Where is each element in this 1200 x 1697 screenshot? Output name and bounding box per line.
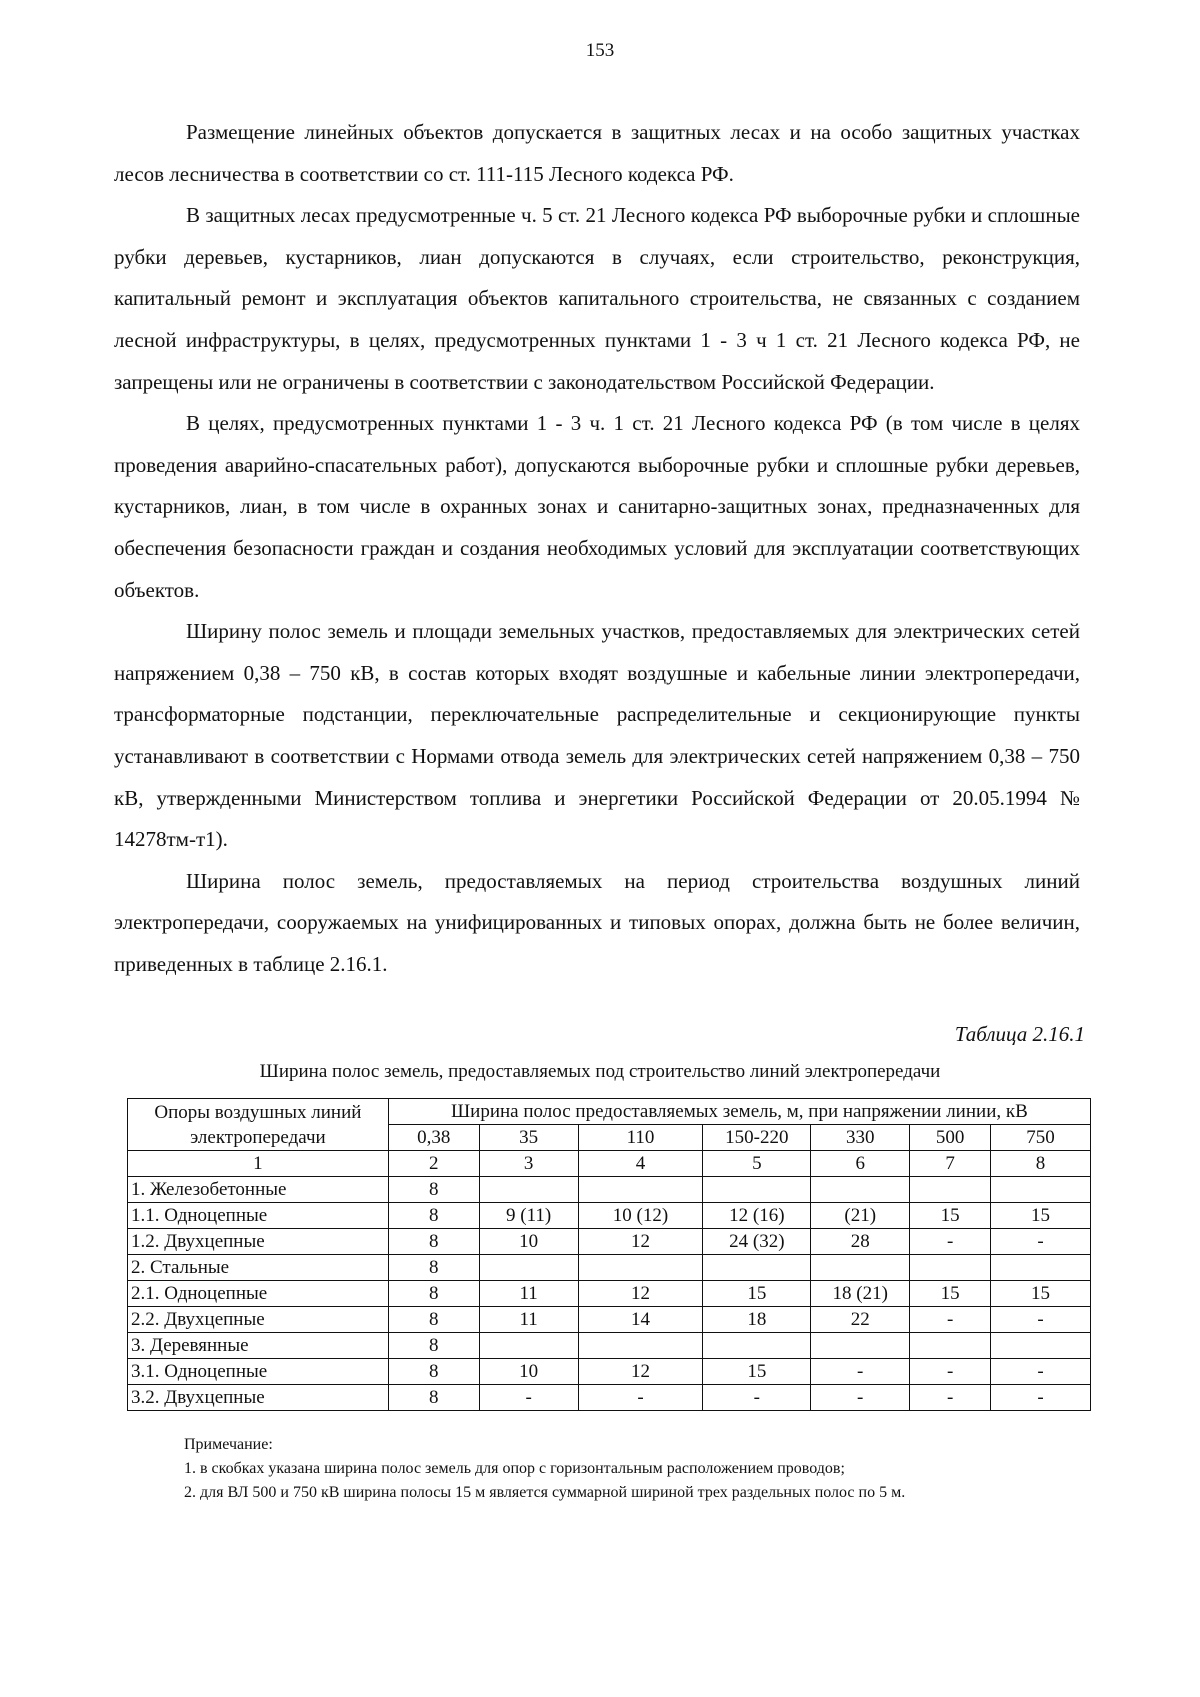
paragraph: Ширину полос земель и площади земельных участков, предоставляемых для электрических сетей напряжением 0,38 – 750 кВ, в состав которых входят воздушные и кабельные линии электропередачи, трансформаторные подстанции, переключательные распределительные и секционирующие пункты устанавливают в соответствии с Нормами отвода земель для электрических сетей напряжением 0,38 – 750 кВ, утвержденными Министерством топлива и энергетики Российской Федерации от 20.05.1994 № 14278тм-т1).	[114, 619, 1080, 852]
table-cell: 8	[388, 1307, 479, 1333]
row-label: 2.2. Двухцепные	[128, 1307, 389, 1333]
column-number: 6	[811, 1151, 910, 1177]
table-cell	[703, 1333, 811, 1359]
row-label: 1. Железобетонные	[128, 1177, 389, 1203]
paragraph: В целях, предусмотренных пунктами 1 - 3 ч. 1 ст. 21 Лесного кодекса РФ (в том числе в целях проведения аварийно-спасательных работ), допускаются выборочные рубки и сплошные рубки деревьев, кустарников, лиан, в том числе в охранных зонах и санитарно-защитных зонах, предназначенных для обеспечения безопасности граждан и создания необходимых условий для эксплуатации соответствующих объектов.	[114, 411, 1080, 602]
table-cell: -	[703, 1385, 811, 1411]
table-row	[128, 1385, 1091, 1411]
table-cell	[910, 1177, 991, 1203]
paragraph: В защитных лесах предусмотренные ч. 5 ст. 21 Лесного кодекса РФ выборочные рубки и сплошные рубки деревьев, кустарников, лиан допускаются в случаях, если строительство, реконструкция, капитальный ремонт и эксплуатация объектов капитального строительства, не связанных с созданием лесной инфраструктуры, в целях, предусмотренных пунктами 1 - 3 ч 1 ст. 21 Лесного кодекса РФ, не запрещены или не ограничены в соответствии с законодательством Российской Федерации.	[114, 203, 1080, 394]
table-cell: -	[991, 1229, 1091, 1255]
table-cell: 28	[811, 1229, 910, 1255]
table-cell: 24 (32)	[703, 1229, 811, 1255]
table-row	[128, 1307, 1091, 1333]
header-voltage: 150-220	[703, 1125, 811, 1151]
table-cell	[991, 1177, 1091, 1203]
table-cell	[991, 1333, 1091, 1359]
notes-heading: Примечание:	[184, 1436, 273, 1453]
table-cell	[703, 1255, 811, 1281]
table-cell	[991, 1255, 1091, 1281]
table-row	[128, 1255, 1091, 1281]
header-voltage: 330	[811, 1125, 910, 1151]
table-cell: 12	[578, 1229, 703, 1255]
column-number: 3	[479, 1151, 578, 1177]
table-cell: 12	[578, 1281, 703, 1307]
table-cell: -	[991, 1359, 1091, 1385]
paragraph: Ширина полос земель, предоставляемых на период строительства воздушных линий электропередачи, сооружаемых на унифицированных и типовых опорах, должна быть не более величин, приведенных в таблице 2.16.1.	[114, 868, 1080, 976]
column-number: 5	[703, 1151, 811, 1177]
table-cell: 15	[703, 1281, 811, 1307]
table-cell: 8	[388, 1255, 479, 1281]
table-cell: 22	[811, 1307, 910, 1333]
table-cell: 8	[388, 1177, 479, 1203]
header-voltage: 110	[578, 1125, 703, 1151]
table-cell: -	[910, 1307, 991, 1333]
row-label: 3.1. Одноцепные	[128, 1359, 389, 1385]
table-cell: -	[910, 1385, 991, 1411]
table-cell: -	[811, 1359, 910, 1385]
table-cell	[578, 1255, 703, 1281]
table-cell: 8	[388, 1203, 479, 1229]
table-cell: 15	[991, 1281, 1091, 1307]
land-width-table	[127, 1098, 1091, 1411]
table-row	[128, 1333, 1091, 1359]
table-cell: (21)	[811, 1203, 910, 1229]
table-cell	[703, 1177, 811, 1203]
paragraph: Размещение линейных объектов допускается в защитных лесах и на особо защитных участках лесов лесничества в соответствии со ст. 111-115 Лесного кодекса РФ.	[114, 120, 1080, 186]
table-label: Таблица 2.16.1	[954, 1022, 1085, 1046]
table-cell: 12	[578, 1359, 703, 1385]
table-cell: 11	[479, 1307, 578, 1333]
table-cell: -	[991, 1385, 1091, 1411]
table-cell: 14	[578, 1307, 703, 1333]
column-number: 7	[910, 1151, 991, 1177]
table-cell: 10	[479, 1229, 578, 1255]
table-cell: 8	[388, 1385, 479, 1411]
header-voltage: 750	[991, 1125, 1091, 1151]
table-cell	[811, 1333, 910, 1359]
header-voltage: 500	[910, 1125, 991, 1151]
table-cell: 8	[388, 1333, 479, 1359]
table-cell: -	[991, 1307, 1091, 1333]
table-cell	[910, 1333, 991, 1359]
table-cell: 8	[388, 1359, 479, 1385]
table-row	[128, 1281, 1091, 1307]
table-cell	[578, 1333, 703, 1359]
header-voltage: 35	[479, 1125, 578, 1151]
table-header-row	[128, 1099, 1091, 1125]
column-number: 8	[991, 1151, 1091, 1177]
column-number: 4	[578, 1151, 703, 1177]
table-cell: 15	[703, 1359, 811, 1385]
page-number: 153	[585, 40, 615, 61]
table-cell: -	[811, 1385, 910, 1411]
table-cell: 10	[479, 1359, 578, 1385]
row-label: 1.2. Двухцепные	[128, 1229, 389, 1255]
table-notes	[184, 1433, 905, 1505]
table-cell: 15	[991, 1203, 1091, 1229]
table-row	[128, 1359, 1091, 1385]
table-cell: -	[910, 1359, 991, 1385]
table-cell: 10 (12)	[578, 1203, 703, 1229]
table-cell	[479, 1333, 578, 1359]
note-item: 2. для ВЛ 500 и 750 кВ ширина полосы 15 м является суммарной шириной трех раздельных полос по 5 м.	[184, 1484, 906, 1501]
column-number: 1	[128, 1151, 389, 1177]
table-cell	[578, 1177, 703, 1203]
table-cell: 15	[910, 1281, 991, 1307]
row-label: 1.1. Одноцепные	[128, 1203, 389, 1229]
table-cell: 8	[388, 1229, 479, 1255]
table-cell: 9 (11)	[479, 1203, 578, 1229]
row-label: 2.1. Одноцепные	[128, 1281, 389, 1307]
header-supports: Опоры воздушных линий электропередачи	[128, 1099, 389, 1151]
table-cell: -	[910, 1229, 991, 1255]
header-voltage: 0,38	[388, 1125, 479, 1151]
table-row	[128, 1229, 1091, 1255]
table-column-numbers-row	[128, 1151, 1091, 1177]
table-title: Ширина полос земель, предоставляемых под строительство линий электропередачи	[259, 1061, 941, 1082]
note-item: 1. в скобках указана ширина полос земель для опор с горизонтальным расположением проводов;	[184, 1460, 845, 1477]
column-number: 2	[388, 1151, 479, 1177]
table-cell	[811, 1255, 910, 1281]
table-cell	[811, 1177, 910, 1203]
table-row	[128, 1203, 1091, 1229]
table-cell: -	[479, 1385, 578, 1411]
table-cell	[479, 1177, 578, 1203]
table-body	[128, 1177, 1091, 1411]
table-cell: 15	[910, 1203, 991, 1229]
row-label: 3.2. Двухцепные	[128, 1385, 389, 1411]
body-text	[114, 112, 1080, 985]
table-cell: 8	[388, 1281, 479, 1307]
table-cell	[910, 1255, 991, 1281]
table-cell	[479, 1255, 578, 1281]
row-label: 3. Деревянные	[128, 1333, 389, 1359]
header-width-group: Ширина полос предоставляемых земель, м, при напряжении линии, кВ	[388, 1099, 1090, 1125]
row-label: 2. Стальные	[128, 1255, 389, 1281]
table-cell: -	[578, 1385, 703, 1411]
table-cell: 12 (16)	[703, 1203, 811, 1229]
table-cell: 18 (21)	[811, 1281, 910, 1307]
table-cell: 18	[703, 1307, 811, 1333]
table-cell: 11	[479, 1281, 578, 1307]
table-row	[128, 1177, 1091, 1203]
